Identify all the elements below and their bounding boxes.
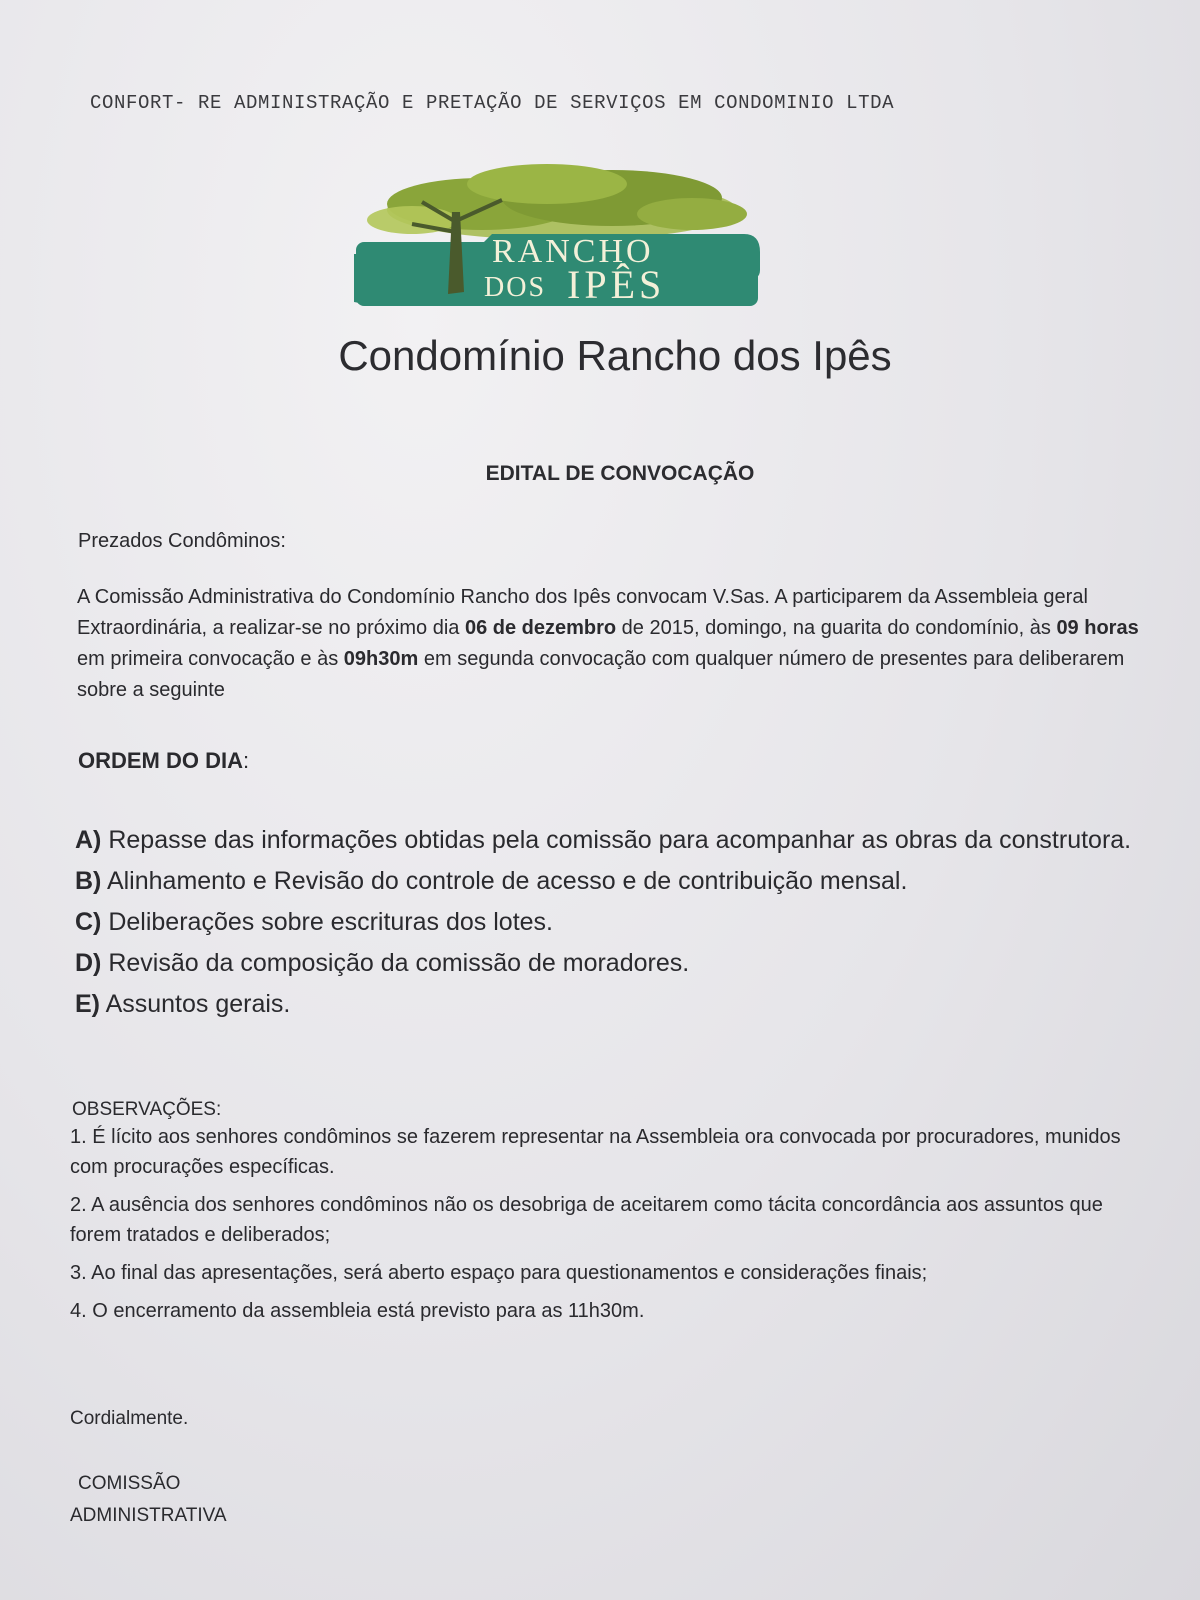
agenda-heading (78, 748, 249, 774)
agenda-item (75, 902, 1155, 943)
intro-text-4: em segunda convocação com qualquer número de presentes para deliberarem sobre a seguinte (77, 648, 1125, 701)
closing: Cordialmente. (70, 1408, 189, 1429)
agenda-item (75, 943, 1155, 984)
observation-item: 3. Ao final das apresentações, será aberto espaço para questionamentos e considerações finais; (70, 1262, 928, 1284)
agenda-item (75, 820, 1155, 861)
logo-text-dos: DOS (484, 272, 547, 303)
intro-time-second: 09h30m (343, 648, 419, 670)
intro-text-1: A Comissão Administrativa do Condomínio Rancho dos Ipês convocam V.Sas. A participarem da Assembleia geral Extraordinária, a realizar-se no próximo dia (77, 586, 1088, 639)
agenda-item-letter: A) (75, 826, 102, 854)
condominium-title: Condomínio Rancho dos Ipês (338, 332, 892, 379)
signature-line-1: COMISSÃO (78, 1473, 181, 1494)
intro-text-2: de 2015, domingo, na guarita do condomínio, às (616, 617, 1057, 639)
observation-item: 2. A ausência dos senhores condôminos não os desobriga de aceitarem como tácita concordância aos assuntos que forem tratados e deliberados; (70, 1194, 1103, 1246)
rancho-dos-ipes-logo (352, 162, 772, 312)
agenda-item-letter: D) (75, 949, 102, 977)
agenda-item (75, 984, 1155, 1025)
intro-text-3: em primeira convocação e às (77, 648, 344, 670)
intro-paragraph (77, 582, 1157, 706)
observations-list (70, 1122, 1150, 1334)
agenda-heading-text: ORDEM DO DIA (78, 748, 243, 773)
observation-item: 4. O encerramento da assembleia está previsto para as 11h30m. (70, 1300, 645, 1322)
observation-item: 1. É lícito aos senhores condôminos se fazerem representar na Assembleia ora convocada por procuradores, munidos com procurações específicas. (70, 1126, 1121, 1178)
signature-line-2: ADMINISTRATIVA (70, 1505, 227, 1526)
observations-heading: OBSERVAÇÕES: (72, 1099, 222, 1120)
agenda-item-letter: B) (75, 867, 102, 895)
agenda-item-text: Alinhamento e Revisão do controle de acesso e de contribuição mensal. (101, 867, 908, 895)
agenda-item-text: Deliberações sobre escrituras dos lotes. (101, 908, 553, 936)
logo-text-rancho: RANCHO (492, 233, 654, 270)
logo-text-ipes: IPÊS (567, 262, 666, 307)
agenda-item-text: Assuntos gerais. (100, 990, 291, 1018)
agenda-item (75, 861, 1155, 902)
agenda-item-text: Repasse das informações obtidas pela comissão para acompanhar as obras da construtora. (101, 826, 1132, 854)
company-header: CONFORT- RE ADMINISTRAÇÃO E PRETAÇÃO DE SERVIÇOS EM CONDOMINIO LTDA (90, 92, 895, 114)
edital-title: EDITAL DE CONVOCAÇÃO (485, 462, 755, 485)
greeting: Prezados Condôminos: (78, 530, 286, 552)
agenda-item-letter: E) (75, 990, 100, 1018)
agenda-item-letter: C) (75, 908, 102, 936)
intro-time-first: 09 horas (1056, 617, 1139, 639)
agenda-heading-colon: : (243, 748, 250, 773)
agenda-list (75, 820, 1155, 1025)
intro-date: 06 de dezembro (464, 617, 617, 639)
agenda-item-text: Revisão da composição da comissão de moradores. (101, 949, 690, 977)
